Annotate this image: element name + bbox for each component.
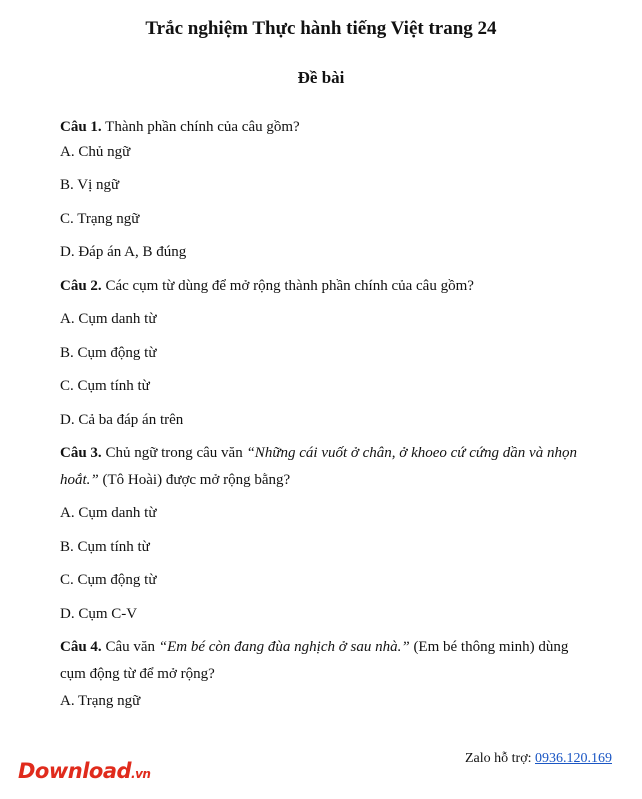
question-4	[60, 636, 612, 658]
question-3-cont	[60, 469, 612, 491]
option-3c: C. Cụm động từ	[60, 572, 157, 588]
section-title: Đề bài	[297, 68, 345, 87]
question-label: Câu 2.	[60, 278, 102, 294]
option-2c: C. Cụm tính từ	[60, 378, 150, 394]
option-2d: D. Cả ba đáp án trên	[60, 412, 184, 428]
option-1b: B. Vị ngữ	[60, 177, 120, 193]
question-text: (Em bé thông minh) dùng	[409, 639, 569, 655]
question-label: Câu 3.	[60, 445, 102, 461]
option-2a: A. Cụm danh từ	[60, 311, 157, 327]
question-2	[60, 275, 612, 297]
option-1a: A. Chủ ngữ	[60, 144, 131, 160]
question-text: Các cụm từ dùng để mở rộng thành phần chính của câu gồm?	[101, 278, 474, 294]
question-4-cont: cụm động từ để mở rộng?	[60, 666, 215, 682]
zalo-label: Zalo hỗ trợ:	[465, 751, 535, 766]
option-3d: D. Cụm C-V	[60, 606, 138, 622]
logo-text: Download	[18, 759, 132, 783]
question-text: (Tô Hoài) được mở rộng bằng?	[98, 472, 291, 488]
option-3a: A. Cụm danh từ	[60, 505, 157, 521]
zalo-support	[465, 751, 612, 767]
option-3b: B. Cụm tính từ	[60, 539, 150, 555]
question-3	[60, 442, 612, 464]
option-2b: B. Cụm động từ	[60, 345, 157, 361]
question-label: Câu 4.	[60, 639, 102, 655]
option-1c: C. Trạng ngữ	[60, 211, 140, 227]
question-quote: hoắt.”	[60, 472, 99, 488]
zalo-phone-link[interactable]: 0936.120.169	[535, 751, 612, 766]
page-title: Trắc nghiệm Thực hành tiếng Việt trang 24	[145, 18, 497, 39]
question-text: Chủ ngữ trong câu văn	[101, 445, 247, 461]
download-vn-logo[interactable]	[18, 759, 150, 783]
question-text: Câu văn	[101, 639, 159, 655]
question-text: Thành phần chính của câu gồm?	[101, 119, 300, 135]
question-quote: “Những cái vuốt ở chân, ở khoeo cứ cứng dần và nhọn	[246, 445, 577, 461]
question-quote: “Em bé còn đang đùa nghịch ở sau nhà.”	[158, 639, 410, 655]
question-1	[60, 116, 612, 138]
question-label: Câu 1.	[60, 119, 102, 135]
option-4a: A. Trạng ngữ	[60, 693, 141, 709]
option-1d: D. Đáp án A, B đúng	[60, 244, 187, 260]
logo-tld: .vn	[131, 767, 151, 781]
